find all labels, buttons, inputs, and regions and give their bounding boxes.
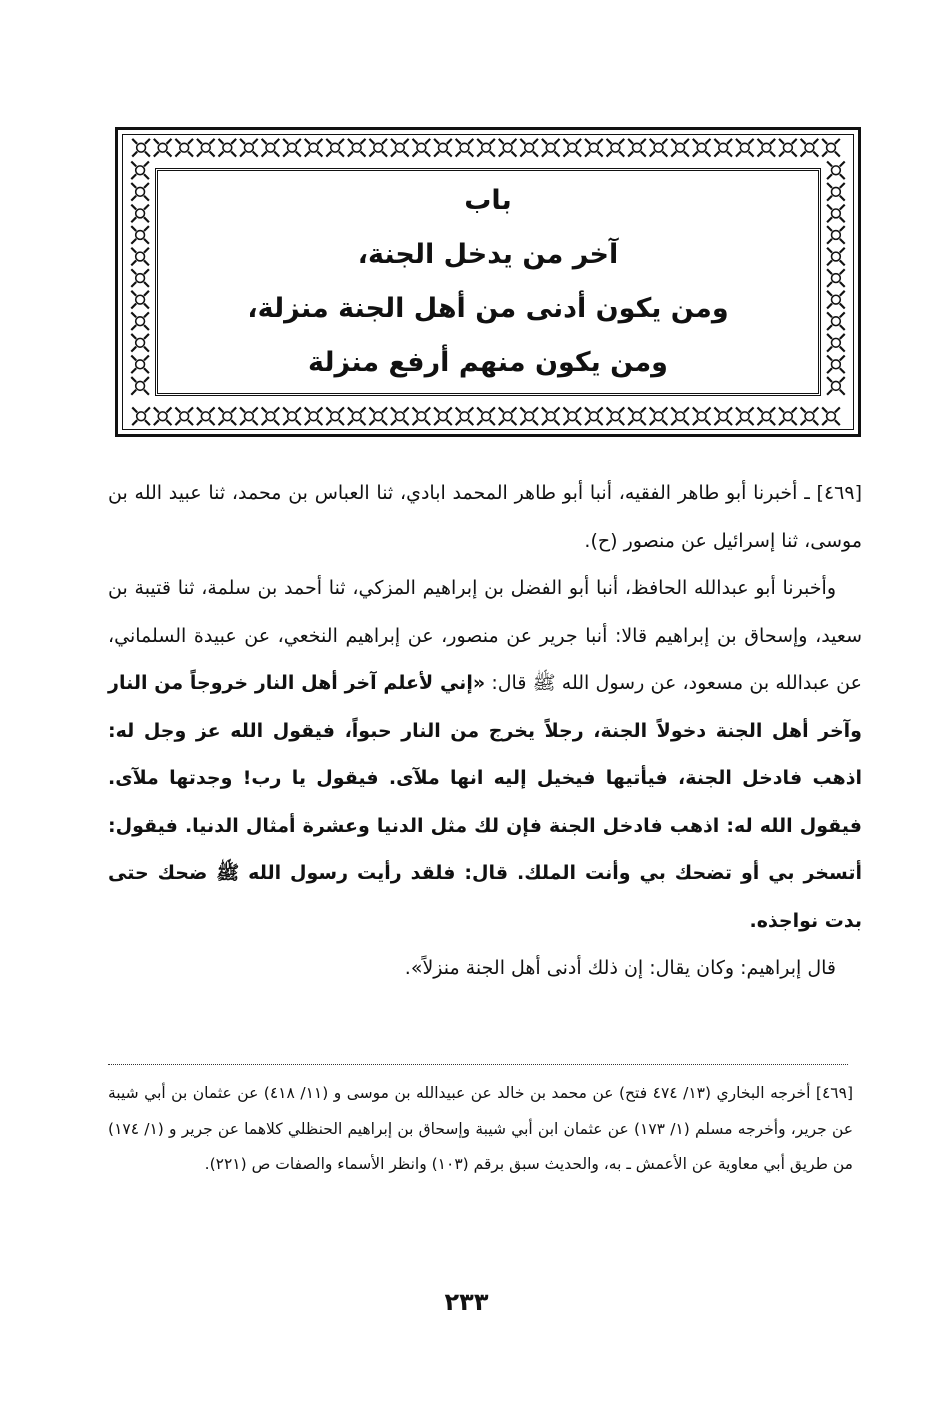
footnote-separator [108,1064,848,1065]
ornament-motif [477,139,495,157]
ornament-motif [499,139,517,157]
ornament-motif [827,161,845,179]
ornament-motif [607,139,625,157]
ornament-motif [131,334,149,352]
ornament-motif [305,139,323,157]
ornament-motif [693,407,711,425]
main-text [108,470,862,993]
ornament-motif [369,139,387,157]
ornament-motif [563,407,581,425]
ornament-motif [693,139,711,157]
ornament-motif [779,139,797,157]
ornament-motif [154,139,172,157]
ornament-motif [240,139,258,157]
ibrahim-quote-text: قال إبراهيم: وكان يقال: إن ذلك أدنى أهل الجنة منزلاً». [404,957,836,979]
ornament-motif [326,407,344,425]
chapter-title-line-2: آخر من يدخل الجنة، [357,239,619,270]
ornament-motif [154,407,172,425]
ornament-motif [499,407,517,425]
ornament-motif [779,407,797,425]
ornament-motif [131,248,149,266]
ornament-motif [131,377,149,395]
ornament-motif [197,139,215,157]
chapter-title-line-3: ومن يكون أدنى من أهل الجنة منزلة، [247,293,729,324]
ornament-motif [197,407,215,425]
ornament-motif [520,139,538,157]
paragraph-ibrahim-quote [108,945,862,993]
footnote: [٤٦٩] أخرجه البخاري (١٣/ ٤٧٤ فتح) عن محمد بن خالد عن عبيدالله بن موسى و (١١/ ٤١٨) عن عثمان بن أبي شيبة عن جرير، وأخرجه مسلم (١/ ١٧٣) عن عثمان ابن أبي شيبة وإسحاق بن إبراهيم الحنظلي كلاهما عن جرير و (١/ ١٧٤) من طريق أبي معاوية عن الأعمش ـ به، والحديث سبق برقم (١٠٣) وانظر الأسماء والصفات ص (٢٢١). [108,1084,854,1173]
ornament-motif [434,139,452,157]
ornament-motif [326,139,344,157]
ornament-motif [131,356,149,374]
ornament-motif [283,407,301,425]
ornament-motif [132,139,150,157]
ornament-motif [131,161,149,179]
ornamental-border [122,134,854,430]
ornament-motif [219,139,237,157]
ornament-motif [131,205,149,223]
ornament-motif [369,407,387,425]
page-number: ٢٣٣ [444,1288,489,1316]
ornament-motif [456,407,474,425]
ornament-motif [827,334,845,352]
ornament-motif [542,139,560,157]
ornament-motif [827,205,845,223]
ornament-motif [650,407,668,425]
chapter-title-line-4: ومن يكون منهم أرفع منزلة [308,347,668,378]
ornament-motif [714,407,732,425]
ornament-motif [520,407,538,425]
ornament-motif [736,139,754,157]
ornament-motif [131,183,149,201]
ornament-motif [650,139,668,157]
ornament-motif [585,407,603,425]
ornament-motif [827,269,845,287]
ornament-motif [175,139,193,157]
ornament-motif [736,407,754,425]
ornament-motif [305,407,323,425]
chapter-title-frame [115,127,861,437]
ornament-motif [131,312,149,330]
ornament-motif [758,139,776,157]
ornament-motif [671,139,689,157]
ornament-motif [827,312,845,330]
ornament-motif [262,407,280,425]
ornament-motif [240,407,258,425]
ornament-motif [628,139,646,157]
ornament-motif [585,139,603,157]
ornament-motif [434,407,452,425]
ornament-motif [827,183,845,201]
ornament-motif [262,139,280,157]
ornament-motif [131,269,149,287]
ornament-motif [827,226,845,244]
ornament-motif [827,356,845,374]
ornament-motif [348,139,366,157]
ornament-motif [413,139,431,157]
ornament-motif [714,139,732,157]
ornament-motif [628,407,646,425]
ornament-motif [822,407,840,425]
ornament-motif [175,407,193,425]
ornament-motif [413,407,431,425]
ornament-motif [542,407,560,425]
ornament-motif [219,407,237,425]
ornament-motif [391,139,409,157]
ornament-motif [391,407,409,425]
hadith-text: «إني لأعلم آخر أهل النار خروجاً من النار وآخر أهل الجنة دخولاً الجنة، رجلاً يخرج من النار حبواً، فيقول الله عز وجل له: اذهب فادخل الجنة، فيأتيها فيخيل إليه انها ملآى. فيقول يا رب! وجدتها ملآى. فيقول الله له: اذهب فادخل الجنة فإن لك مثل الدنيا وعشرة أمثال الدنيا. فيقول: أتسخر بي أو تضحك بي وأنت الملك. قال: فلقد رأيت رسول الله ﷺ ضحك حتى بدت نواجذه. [108,672,862,932]
ornament-motif [801,139,819,157]
ornament-motif [671,407,689,425]
ornament-motif [283,139,301,157]
ornament-motif [607,407,625,425]
paragraph-isnad-1: [٤٦٩] ـ أخبرنا أبو طاهر الفقيه، أنبا أبو طاهر المحمد ابادي، ثنا العباس بن محمد، ثنا عبيد الله بن موسى، ثنا إسرائيل عن منصور (ح). [108,482,862,552]
ornament-motif [563,139,581,157]
ornament-motif [131,226,149,244]
ornament-motif [822,139,840,157]
chapter-title-box [155,168,821,396]
ornament-motif [456,139,474,157]
ornament-motif [827,248,845,266]
isnad-text: وأخبرنا أبو عبدالله الحافظ، أنبا أبو الفضل بن إبراهيم المزكي، ثنا أحمد بن سلمة، ثنا قتيبة بن سعيد، وإسحاق بن إبراهيم قالا: أنبا جرير عن منصور، عن إبراهيم النخعي، عن عبيدة السلماني، عن عبدالله بن مسعود، عن رسول الله ﷺ قال: [108,577,862,694]
ornament-motif [827,377,845,395]
chapter-title-line-1: باب [464,185,512,216]
ornament-motif [131,291,149,309]
ornament-motif [477,407,495,425]
paragraph-isnad-2 [108,565,862,945]
ornament-motif [348,407,366,425]
ornament-motif [758,407,776,425]
ornament-motif [132,407,150,425]
ornament-motif [827,291,845,309]
ornament-motif [801,407,819,425]
